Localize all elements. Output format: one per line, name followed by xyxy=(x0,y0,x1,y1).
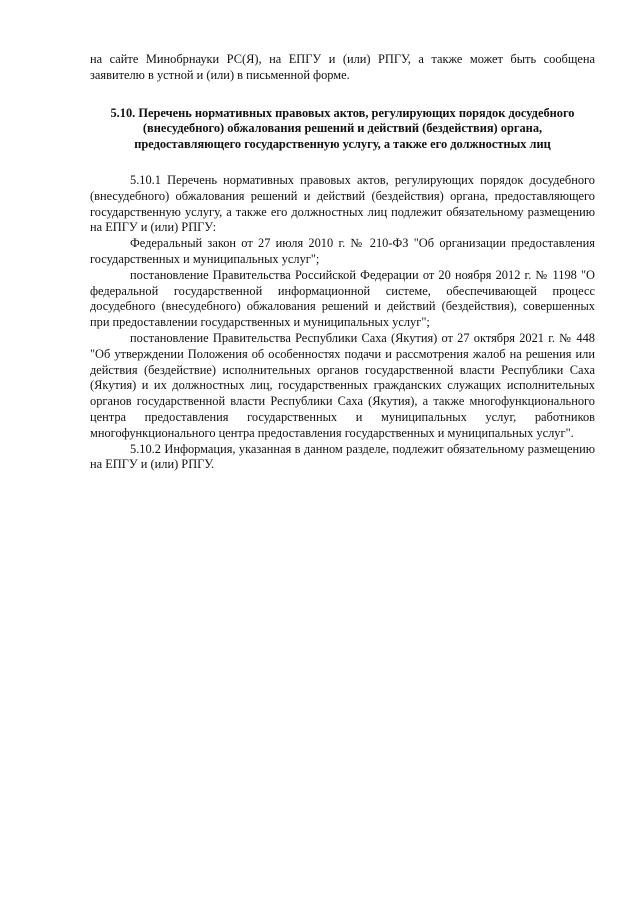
paragraph-yakutia-resolution: постановление Правительства Республики Саха (Якутия) от 27 октября 2021 г. № 448 "Об утверждении Положения об особенностях подачи и рассмотрения жалоб на решения или действия (бездействие) исполнительных органов государственной власти Республики Саха (Якутия) и их должностных лиц, государственных гражданских служащих исполнительных органов государственной власти Республики Саха (Якутия), а также многофункционального центра предоставления государственных и муниципальных услуг, работников многофункционального центра предоставления государственных и муниципальных услуг". xyxy=(90,330,595,440)
document-page xyxy=(90,52,595,473)
intro-paragraph: на сайте Минобрнауки РС(Я), на ЕПГУ и (или) РПГУ, а также может быть сообщена заявителю в устной и (или) в письменной форме. xyxy=(90,52,595,82)
paragraph-rf-resolution: постановление Правительства Российской Федерации от 20 ноября 2012 г. № 1198 "О федеральной государственной информационной системе, обеспечивающей процесс досудебного (внесудебного) обжалования решений и действий (бездействия), совершенных при предоставлении государственных и муниципальных услуг"; xyxy=(90,267,595,330)
paragraph-federal-law: Федеральный закон от 27 июля 2010 г. № 210-ФЗ "Об организации предоставления государственных и муниципальных услуг"; xyxy=(90,236,595,266)
paragraph-5-10-2: 5.10.2 Информация, указанная в данном разделе, подлежит обязательному размещению на ЕПГУ и (или) РПГУ. xyxy=(90,441,595,472)
section-heading: 5.10. Перечень нормативных правовых актов, регулирующих порядок досудебного (внесудебного) обжалования решений и действий (бездействия) органа, предоставляющего государственную услугу, а также его должностных лиц xyxy=(110,105,575,152)
paragraph-5-10-1: 5.10.1 Перечень нормативных правовых актов, регулирующих порядок досудебного (внесудебного) обжалования решений и действий (бездействия) органа, предоставляющего государственную услугу, а также его должностных лиц подлежит обязательному размещению на ЕПГУ и (или) РПГУ: xyxy=(90,172,595,235)
